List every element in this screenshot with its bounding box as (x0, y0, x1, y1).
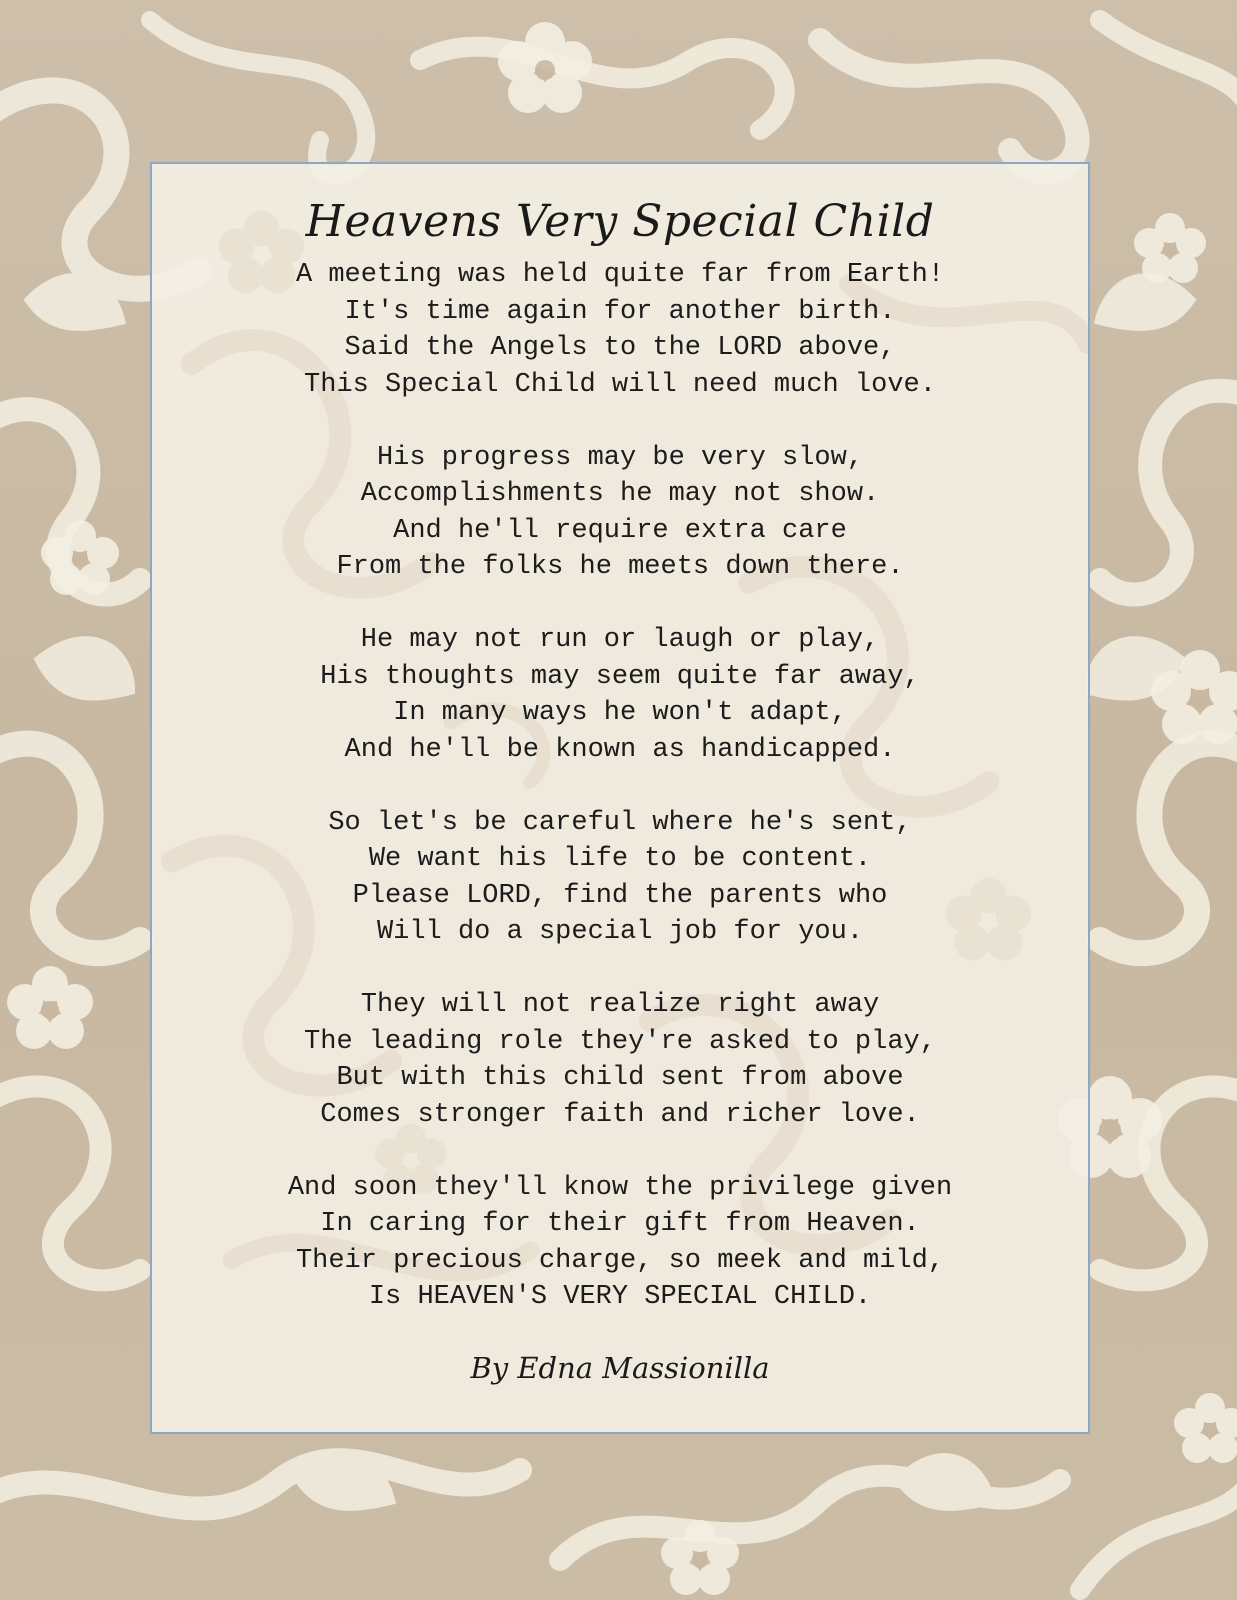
stanza-1 (152, 257, 1088, 403)
poem-line: Comes stronger faith and richer love. (320, 1099, 920, 1130)
poem-panel (150, 162, 1090, 1434)
poem-body (152, 257, 1088, 1352)
poem-line: In caring for their gift from Heaven. (320, 1209, 920, 1239)
stanza-3 (152, 622, 1088, 768)
poem-line: And soon they'll know the privilege given (287, 1172, 953, 1203)
poem-line: His thoughts may seem quite far away, (320, 661, 920, 692)
poem-title: Heavens Very Special Child (305, 196, 935, 247)
poem-line: Is HEAVEN'S VERY SPECIAL CHILD. (368, 1282, 872, 1312)
poem-line: Will do a special job for you. (376, 917, 864, 947)
stanza-4 (152, 805, 1088, 951)
stanza-6 (152, 1170, 1088, 1316)
stanza-5 (152, 987, 1088, 1133)
poem-line: We want his life to be content. (368, 844, 872, 874)
poem-line: Accomplishments he may not show. (360, 479, 880, 509)
poem-line: A meeting was held quite far from Earth! (295, 260, 945, 290)
poem-line: And he'll be known as handicapped. (344, 734, 896, 765)
poem-line: His progress may be very slow, (376, 442, 864, 473)
poem-line: But with this child sent from above (336, 1063, 904, 1093)
poem-line: Please LORD, find the parents who (352, 880, 888, 911)
poem-line: And he'll require extra care (393, 515, 847, 546)
poem-line: They will not realize right away (360, 990, 880, 1020)
poem-line: Said the Angels to the LORD above, (344, 333, 896, 363)
poem-line: Their precious charge, so meek and mild, (295, 1245, 945, 1276)
poem-line: This Special Child will need much love. (304, 369, 936, 400)
poem-line: From the folks he meets down there. (336, 552, 904, 582)
stanza-2 (152, 440, 1088, 586)
poem-author: By Edna Massionilla (470, 1351, 770, 1385)
poem-line: The leading role they're asked to play, (304, 1026, 936, 1057)
poem-line: So let's be careful where he's sent, (328, 807, 912, 838)
poem-line: It's time again for another birth. (344, 296, 896, 327)
poem-line: In many ways he won't adapt, (393, 698, 847, 728)
poem-content (152, 164, 1088, 1432)
poem-line: He may not run or laugh or play, (360, 625, 880, 655)
